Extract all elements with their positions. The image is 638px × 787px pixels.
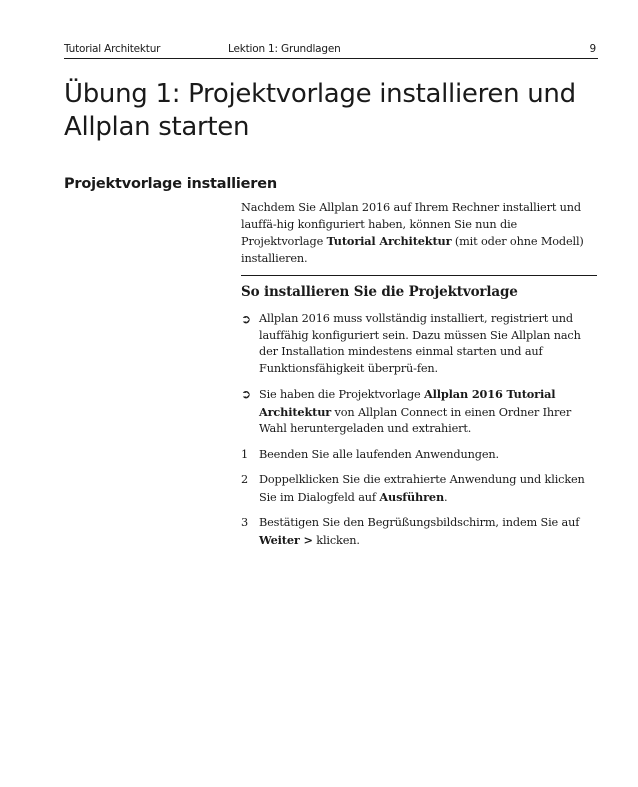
prerequisite-item xyxy=(241,386,597,438)
prerequisite-bold-template: Allplan 2016 Tutorial Architektur xyxy=(259,387,556,419)
page-header xyxy=(64,38,598,59)
step-text: Beenden Sie alle laufenden Anwendungen. xyxy=(259,447,499,461)
step-bold-command: Weiter > xyxy=(259,532,313,547)
intro-text-1: Nachdem Sie Allplan 2016 auf Ihrem Rechner installiert und lauffä-hig konfiguriert haben, können Sie nun die Projektvorlage xyxy=(241,201,581,248)
prerequisite-item xyxy=(241,311,597,377)
arrow-icon: ➲ xyxy=(241,312,251,326)
step-number: 2 xyxy=(241,473,249,486)
step-text-before: Bestätigen Sie den Begrüßungsbildschirm, indem Sie auf xyxy=(259,516,580,529)
step-text-after: klicken. xyxy=(312,533,360,547)
step-text-before: Doppelklicken Sie die extrahierte Anwendung und klicken Sie im Dialogfeld auf xyxy=(259,473,585,504)
step-text xyxy=(259,515,597,549)
procedure-section xyxy=(241,275,597,549)
main-text-column xyxy=(241,200,597,558)
intro-bold-project: Tutorial Architektur xyxy=(326,234,452,248)
page-title: Übung 1: Projektvorlage installieren und Allplan starten xyxy=(64,79,576,142)
prerequisite-text: Allplan 2016 muss vollständig installiert, registriert und lauffähig konfiguriert sein. Dazu müssen Sie Allplan nach der Installation mindestens einmal starten und auf Funktionsfähigkeit überprü-fen. xyxy=(259,312,581,375)
intro-text-2: (mit oder ohne Modell) installieren. xyxy=(241,235,584,265)
section-subtitle: Projektvorlage installieren xyxy=(64,176,277,192)
page-number: 9 xyxy=(589,43,596,55)
step-item xyxy=(241,472,597,506)
step-number: 1 xyxy=(241,447,249,461)
procedure-title: So installieren Sie die Projektvorlage xyxy=(241,284,518,300)
step-text xyxy=(259,472,597,506)
header-lesson-title: Lektion 1: Grundlagen xyxy=(228,43,341,55)
step-number: 3 xyxy=(241,516,249,529)
intro-paragraph xyxy=(241,200,597,271)
prerequisite-text-after: von Allplan Connect in einen Ordner Ihrer Wahl heruntergeladen und extrahiert. xyxy=(259,405,572,435)
step-item xyxy=(241,515,597,549)
prerequisite-text xyxy=(259,386,597,438)
prerequisite-text-before: Sie haben die Projektvorlage xyxy=(259,388,425,401)
step-text-after: . xyxy=(444,490,448,504)
arrow-icon: ➲ xyxy=(241,387,251,401)
header-book-title: Tutorial Architektur xyxy=(64,43,161,55)
step-bold-command: Ausführen xyxy=(379,489,445,504)
step-item xyxy=(241,447,597,464)
